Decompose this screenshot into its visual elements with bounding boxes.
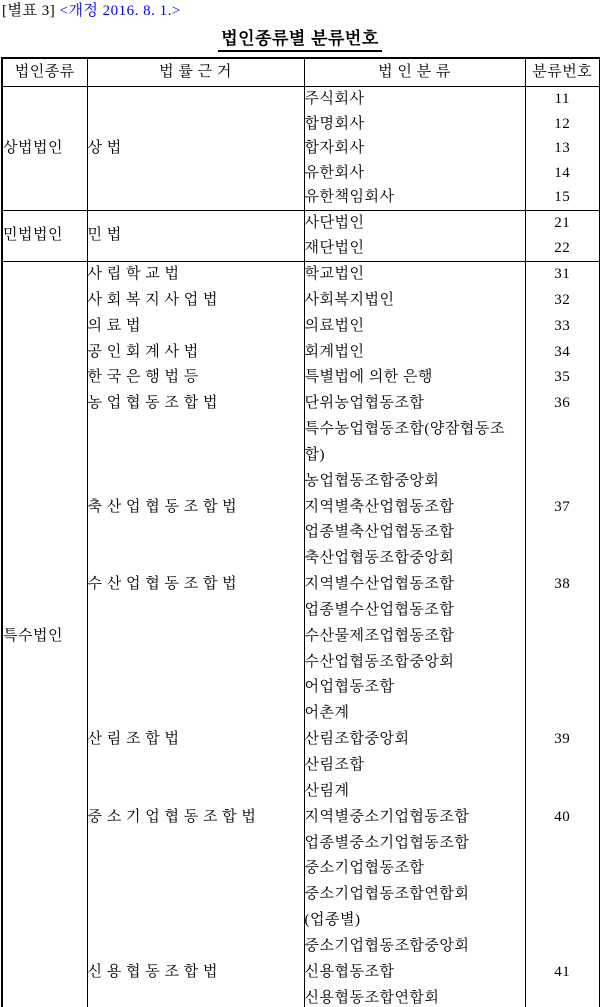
corporation-class-cell: 중소기업협동조합중앙회 — [304, 934, 525, 960]
corporation-class-cell: 단위농업협동조합 — [304, 391, 525, 417]
class-number-cell — [525, 675, 600, 701]
class-number-cell — [525, 520, 600, 546]
class-number-cell — [525, 443, 600, 469]
corporation-class-cell: 주식회사 — [304, 87, 525, 112]
class-number-cell — [525, 753, 600, 779]
corporation-class-cell: 지역별축산업협동조합 — [304, 495, 525, 521]
class-number-cell — [525, 882, 600, 908]
class-number-cell: 34 — [525, 340, 600, 366]
class-number-cell: 12 — [525, 112, 600, 137]
class-number-cell — [525, 650, 600, 676]
table-row — [2, 391, 600, 417]
corporation-class-cell: 신용협동조합연합회 — [304, 986, 525, 1007]
corporation-class-cell: (업종별) — [304, 908, 525, 934]
corporation-class-cell: 산림계 — [304, 779, 525, 805]
legal-basis-cell: 수 산 업 협 동 조 합 법 — [87, 572, 304, 727]
title-row — [0, 29, 600, 53]
column-header: 분류번호 — [525, 58, 600, 87]
table-body — [2, 87, 600, 1007]
corporation-class-cell: 산림조합 — [304, 753, 525, 779]
legal-basis-cell: 상 법 — [87, 87, 304, 211]
table-row — [2, 365, 600, 391]
class-number-cell — [525, 856, 600, 882]
corporation-class-cell: 업종별수산업협동조합 — [304, 598, 525, 624]
class-number-cell — [525, 986, 600, 1007]
class-number-cell: 22 — [525, 236, 600, 262]
corporation-class-cell: 합명회사 — [304, 112, 525, 137]
legal-basis-cell: 사 립 학 교 법 — [87, 261, 304, 287]
legal-basis-cell: 산 림 조 합 법 — [87, 727, 304, 805]
corporation-class-cell: 지역별수산업협동조합 — [304, 572, 525, 598]
table-row — [2, 495, 600, 521]
class-number-cell — [525, 779, 600, 805]
classification-table — [1, 57, 600, 1007]
class-number-cell: 32 — [525, 288, 600, 314]
annex-label: [별표 3] — [2, 3, 56, 19]
corporation-class-cell: 업종별축산업협동조합 — [304, 520, 525, 546]
class-number-cell — [525, 831, 600, 857]
class-number-cell: 14 — [525, 161, 600, 186]
header-row — [2, 58, 600, 87]
legal-basis-cell: 한 국 은 행 법 등 — [87, 365, 304, 391]
revision-note: <개정 2016. 8. 1.> — [59, 3, 181, 19]
corporation-class-cell: 수산물제조업협동조합 — [304, 624, 525, 650]
page-title: 법인종류별 분류번호 — [218, 29, 382, 52]
corporation-class-cell: 농업협동조합중앙회 — [304, 469, 525, 495]
legal-basis-cell: 농 업 협 동 조 합 법 — [87, 391, 304, 494]
class-number-cell — [525, 624, 600, 650]
class-number-cell: 37 — [525, 495, 600, 521]
class-number-cell: 39 — [525, 727, 600, 753]
corporation-class-cell: 유한회사 — [304, 161, 525, 186]
corporation-class-cell: 신용협동조합 — [304, 960, 525, 986]
corporation-class-cell: 유한책임회사 — [304, 185, 525, 210]
legal-basis-cell: 신 용 협 동 조 합 법 — [87, 960, 304, 1007]
table-row — [2, 340, 600, 366]
corporation-class-cell: 사회복지법인 — [304, 288, 525, 314]
table-row — [2, 572, 600, 598]
corporation-class-cell: 사단법인 — [304, 210, 525, 236]
corporation-class-cell: 합) — [304, 443, 525, 469]
corporation-class-cell: 축산업협동조합중앙회 — [304, 546, 525, 572]
table-row — [2, 805, 600, 831]
column-header: 법인종류 — [2, 58, 87, 87]
corporation-type-cell: 민법법인 — [2, 210, 87, 261]
corporation-class-cell: 학교법인 — [304, 261, 525, 287]
corporation-class-cell: 지역별중소기업협동조합 — [304, 805, 525, 831]
legal-basis-cell: 공 인 회 계 사 법 — [87, 340, 304, 366]
class-number-cell: 36 — [525, 391, 600, 417]
corporation-type-cell: 상법법인 — [2, 87, 87, 211]
table-row — [2, 314, 600, 340]
class-number-cell: 33 — [525, 314, 600, 340]
legal-basis-cell: 민 법 — [87, 210, 304, 261]
class-number-cell — [525, 546, 600, 572]
column-header: 법 인 분 류 — [304, 58, 525, 87]
corporation-class-cell: 업종별중소기업협동조합 — [304, 831, 525, 857]
class-number-cell: 40 — [525, 805, 600, 831]
class-number-cell — [525, 701, 600, 727]
class-number-cell: 11 — [525, 87, 600, 112]
column-header: 법 률 근 거 — [87, 58, 304, 87]
corporation-class-cell: 중소기업협동조합연합회 — [304, 882, 525, 908]
table-row — [2, 960, 600, 986]
legal-basis-cell: 축 산 업 협 동 조 합 법 — [87, 495, 304, 573]
corporation-class-cell: 어업협동조합 — [304, 675, 525, 701]
class-number-cell — [525, 598, 600, 624]
class-number-cell: 35 — [525, 365, 600, 391]
class-number-cell: 41 — [525, 960, 600, 986]
table-header — [2, 58, 600, 87]
class-number-cell — [525, 469, 600, 495]
table-row — [2, 210, 600, 236]
legal-basis-cell: 중 소 기 업 협 동 조 합 법 — [87, 805, 304, 960]
table-row — [2, 727, 600, 753]
corporation-class-cell: 의료법인 — [304, 314, 525, 340]
corporation-class-cell: 산림조합중앙회 — [304, 727, 525, 753]
class-number-cell — [525, 934, 600, 960]
class-number-cell: 13 — [525, 136, 600, 161]
class-number-cell — [525, 908, 600, 934]
class-number-cell — [525, 417, 600, 443]
class-number-cell: 38 — [525, 572, 600, 598]
corporation-class-cell: 회계법인 — [304, 340, 525, 366]
legal-basis-cell: 의 료 법 — [87, 314, 304, 340]
corporation-class-cell: 특수농업협동조합(양잠협동조 — [304, 417, 525, 443]
corporation-class-cell: 합자회사 — [304, 136, 525, 161]
class-number-cell: 31 — [525, 261, 600, 287]
table-row — [2, 87, 600, 112]
corporation-class-cell: 재단법인 — [304, 236, 525, 262]
corporation-class-cell: 어촌계 — [304, 701, 525, 727]
corporation-class-cell: 중소기업협동조합 — [304, 856, 525, 882]
corporation-class-cell: 특별법에 의한 은행 — [304, 365, 525, 391]
class-number-cell: 21 — [525, 210, 600, 236]
corporation-class-cell: 수산업협동조합중앙회 — [304, 650, 525, 676]
class-number-cell: 15 — [525, 185, 600, 210]
legal-basis-cell: 사 회 복 지 사 업 법 — [87, 288, 304, 314]
annex-label-line — [2, 1, 600, 21]
table-row — [2, 288, 600, 314]
table-row — [2, 261, 600, 287]
corporation-type-cell: 특수법인 — [2, 261, 87, 1007]
